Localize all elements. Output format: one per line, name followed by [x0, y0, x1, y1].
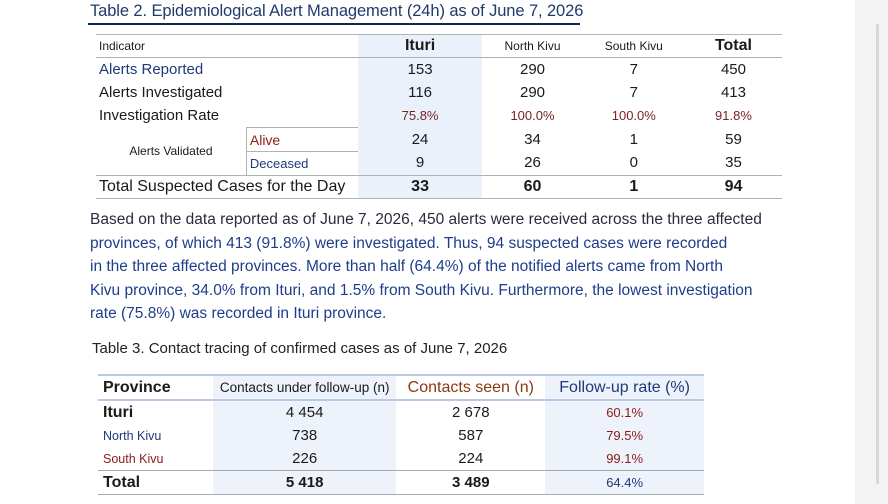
row-label-alerts-validated: Alerts Validated: [129, 144, 213, 159]
cell-value: 94: [685, 176, 782, 199]
cell-value: 290: [519, 83, 546, 101]
cell-value: 226: [213, 447, 396, 471]
row-label-investigation-rate: Investigation Rate: [99, 106, 220, 124]
cell-value: 116: [358, 81, 483, 104]
sublabel-deceased: Deceased: [246, 152, 357, 176]
header-contacts-under-followup: Contacts under follow-up (n): [213, 375, 396, 400]
table-row: [98, 400, 704, 424]
cell-value: 35: [725, 154, 742, 172]
cell-value: 290: [519, 60, 546, 78]
header-north-kivu: North Kivu: [482, 35, 582, 58]
header-ituri: Ituri: [358, 35, 483, 58]
province-cell: North Kivu: [103, 428, 162, 443]
table2-total-row: [96, 176, 782, 199]
row-label-alerts-investigated: Alerts Investigated: [99, 83, 223, 101]
cell-value: 64.4%: [545, 471, 704, 495]
header-total: Total: [685, 35, 782, 58]
cell-value: 413: [720, 83, 746, 101]
cell-value: 100.0%: [611, 107, 656, 123]
cell-value: 60: [482, 176, 582, 199]
cell-value: 3 489: [396, 471, 545, 495]
table3-total-row: [98, 471, 704, 495]
cell-value: 0: [629, 154, 638, 172]
summary-paragraph: [90, 208, 800, 326]
header-province: Province: [98, 375, 213, 400]
title-underline: [88, 23, 580, 25]
cell-value: 1: [583, 176, 685, 199]
cell-value: 99.1%: [545, 447, 704, 471]
cell-value: 5 418: [213, 471, 396, 495]
cell-value: 91.8%: [715, 107, 752, 123]
cell-value: 59: [725, 130, 742, 148]
alert-management-table: [96, 34, 782, 199]
cell-value: 1: [629, 130, 638, 148]
right-edge-panel: [855, 0, 888, 504]
paragraph-line: Kivu province, 34.0% from Ituri, and 1.5% from South Kivu. Furthermore, the lowest investigation: [90, 281, 753, 299]
paragraph-line: rate (75.8%) was recorded in Ituri province.: [90, 305, 387, 322]
table-row: [98, 447, 704, 471]
table-row: [96, 104, 782, 128]
paragraph-line: Based on the data reported as of June 7, 2026, 450 alerts were received across the three affected: [90, 211, 762, 228]
cell-value: 33: [358, 176, 483, 199]
paragraph-line: provinces, of which 413 (91.8%) were investigated. Thus, 94 suspected cases were recorded: [90, 234, 728, 252]
cell-value: 7: [629, 83, 638, 101]
cell-value: 224: [458, 449, 484, 467]
cell-value: 587: [458, 426, 484, 444]
province-cell: Ituri: [103, 403, 134, 421]
cell-value: 4 454: [213, 400, 396, 424]
table3-header-row: [98, 375, 704, 400]
cell-value: 153: [358, 58, 483, 82]
cell-value: 60.1%: [545, 400, 704, 424]
scrollbar[interactable]: [876, 24, 879, 484]
cell-value: 24: [358, 128, 483, 152]
table-row: [98, 424, 704, 447]
sublabel-alive: Alive: [246, 128, 357, 152]
row-label-total-suspected: Total Suspected Cases for the Day: [96, 176, 358, 199]
cell-value: 738: [213, 424, 396, 447]
header-followup-rate: Follow-up rate (%): [545, 375, 704, 400]
row-label-alerts-reported: Alerts Reported: [99, 60, 204, 78]
table-row: [96, 81, 782, 104]
header-south-kivu: South Kivu: [583, 35, 685, 58]
cell-value: 26: [524, 154, 541, 172]
contact-tracing-table: [98, 374, 704, 495]
cell-value: 2 678: [452, 403, 490, 421]
table-row: [96, 128, 782, 152]
cell-value: 100.0%: [510, 107, 555, 123]
cell-value: 7: [629, 60, 638, 78]
cell-value: 34: [524, 130, 541, 148]
province-cell: Total: [98, 471, 213, 495]
cell-value: 75.8%: [358, 104, 483, 128]
table-row: [96, 58, 782, 82]
table2-header-row: [96, 35, 782, 58]
header-indicator: Indicator: [96, 35, 358, 58]
table2-title: Table 2. Epidemiological Alert Management (24h) as of June 7, 2026: [90, 2, 584, 20]
table3-title: Table 3. Contact tracing of confirmed cases as of June 7, 2026: [92, 340, 508, 357]
cell-value: 9: [358, 152, 483, 176]
cell-value: 79.5%: [545, 424, 704, 447]
paragraph-line: in the three affected provinces. More than half (64.4%) of the notified alerts came from North: [90, 258, 723, 275]
header-contacts-seen: Contacts seen (n): [396, 375, 545, 400]
cell-value: 450: [720, 60, 746, 78]
province-cell: South Kivu: [103, 451, 164, 466]
